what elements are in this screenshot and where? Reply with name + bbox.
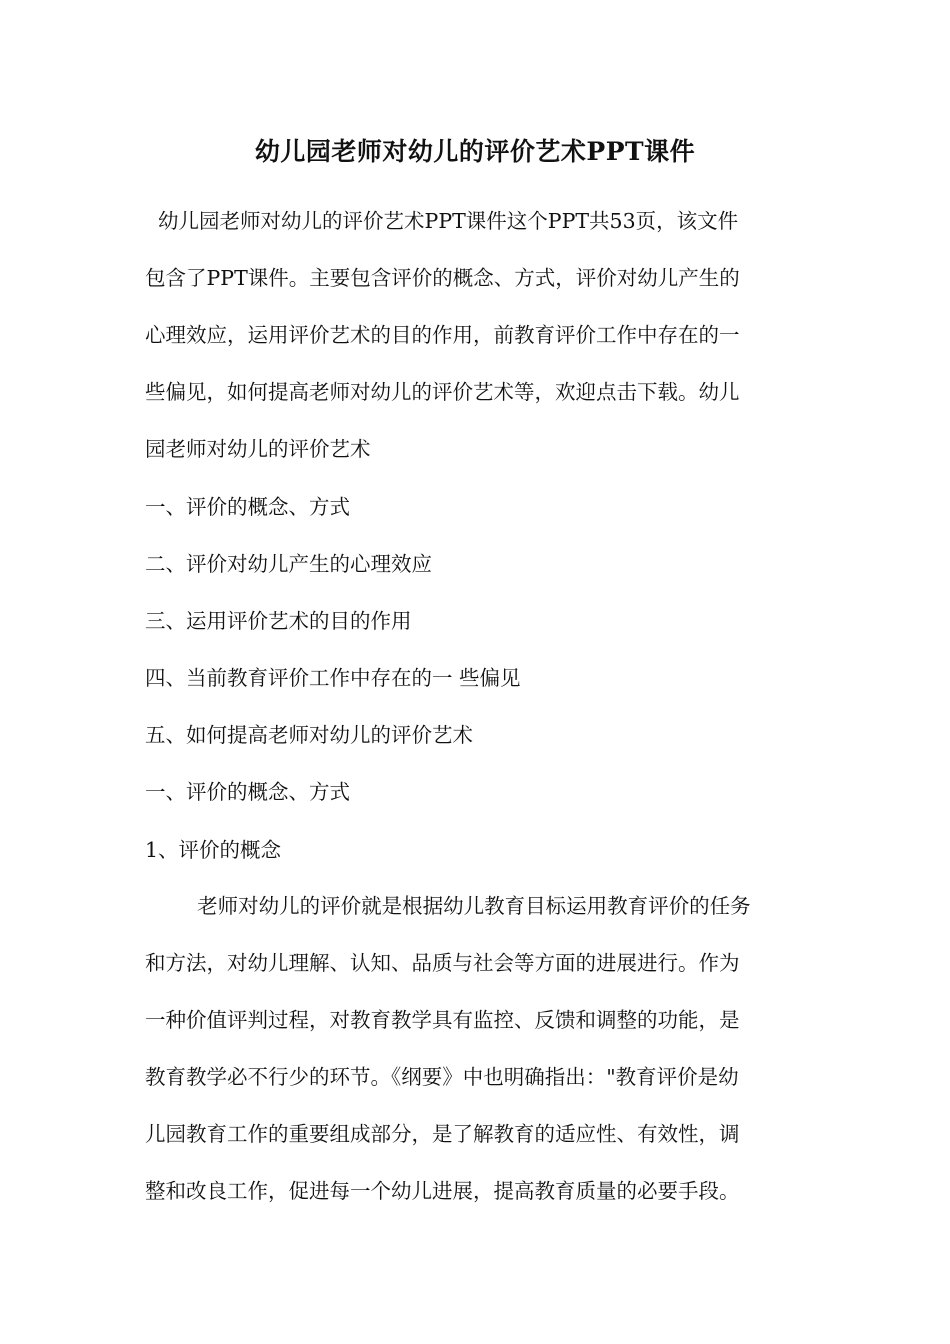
outline-item-3: 三、运用评价艺术的目的作用: [145, 609, 412, 633]
intro-line: 心理效应，运用评价艺术的目的作用，前教育评价工作中存在的一: [145, 323, 740, 347]
body-line: 教育教学必不行少的环节。《纲要》中也明确指出："教育评价是幼: [145, 1065, 739, 1089]
section-heading: 一、评价的概念、方式: [145, 780, 350, 804]
body-line: 老师对幼儿的评价就是根据幼儿教育目标运用教育评价的任务: [145, 894, 751, 918]
document-title: 幼儿园老师对幼儿的评价艺术PPT课件: [254, 137, 696, 166]
body-line: 和方法，对幼儿理解、认知、品质与社会等方面的进展进行。作为: [145, 951, 740, 975]
intro-line: 园老师对幼儿的评价艺术: [145, 437, 371, 461]
body-line: 整和改良工作，促进每一个幼儿进展，提高教育质量的必要手段。: [145, 1179, 740, 1203]
outline-item-4: 四、当前教育评价工作中存在的一 些偏见: [145, 666, 521, 690]
intro-line: 些偏见，如何提高老师对幼儿的评价艺术等，欢迎点击下载。幼儿: [145, 380, 740, 404]
body-line: 儿园教育工作的重要组成部分，是了解教育的适应性、有效性，调: [145, 1122, 740, 1146]
outline-item-5: 五、如何提高老师对幼儿的评价艺术: [145, 723, 473, 747]
body-line: 一种价值评判过程，对教育教学具有监控、反馈和调整的功能，是: [145, 1008, 740, 1032]
subsection-heading: 1、评价的概念: [145, 838, 282, 862]
intro-line: 幼儿园老师对幼儿的评价艺术PPT课件这个PPT共53页，该文件: [145, 209, 739, 233]
intro-paragraph: [145, 193, 807, 478]
body-paragraph: [145, 878, 807, 1220]
outline-item-1: 一、评价的概念、方式: [145, 495, 350, 519]
intro-line: 包含了PPT课件。主要包含评价的概念、方式，评价对幼儿产生的: [145, 266, 740, 290]
outline-item-2: 二、评价对幼儿产生的心理效应: [145, 552, 432, 576]
